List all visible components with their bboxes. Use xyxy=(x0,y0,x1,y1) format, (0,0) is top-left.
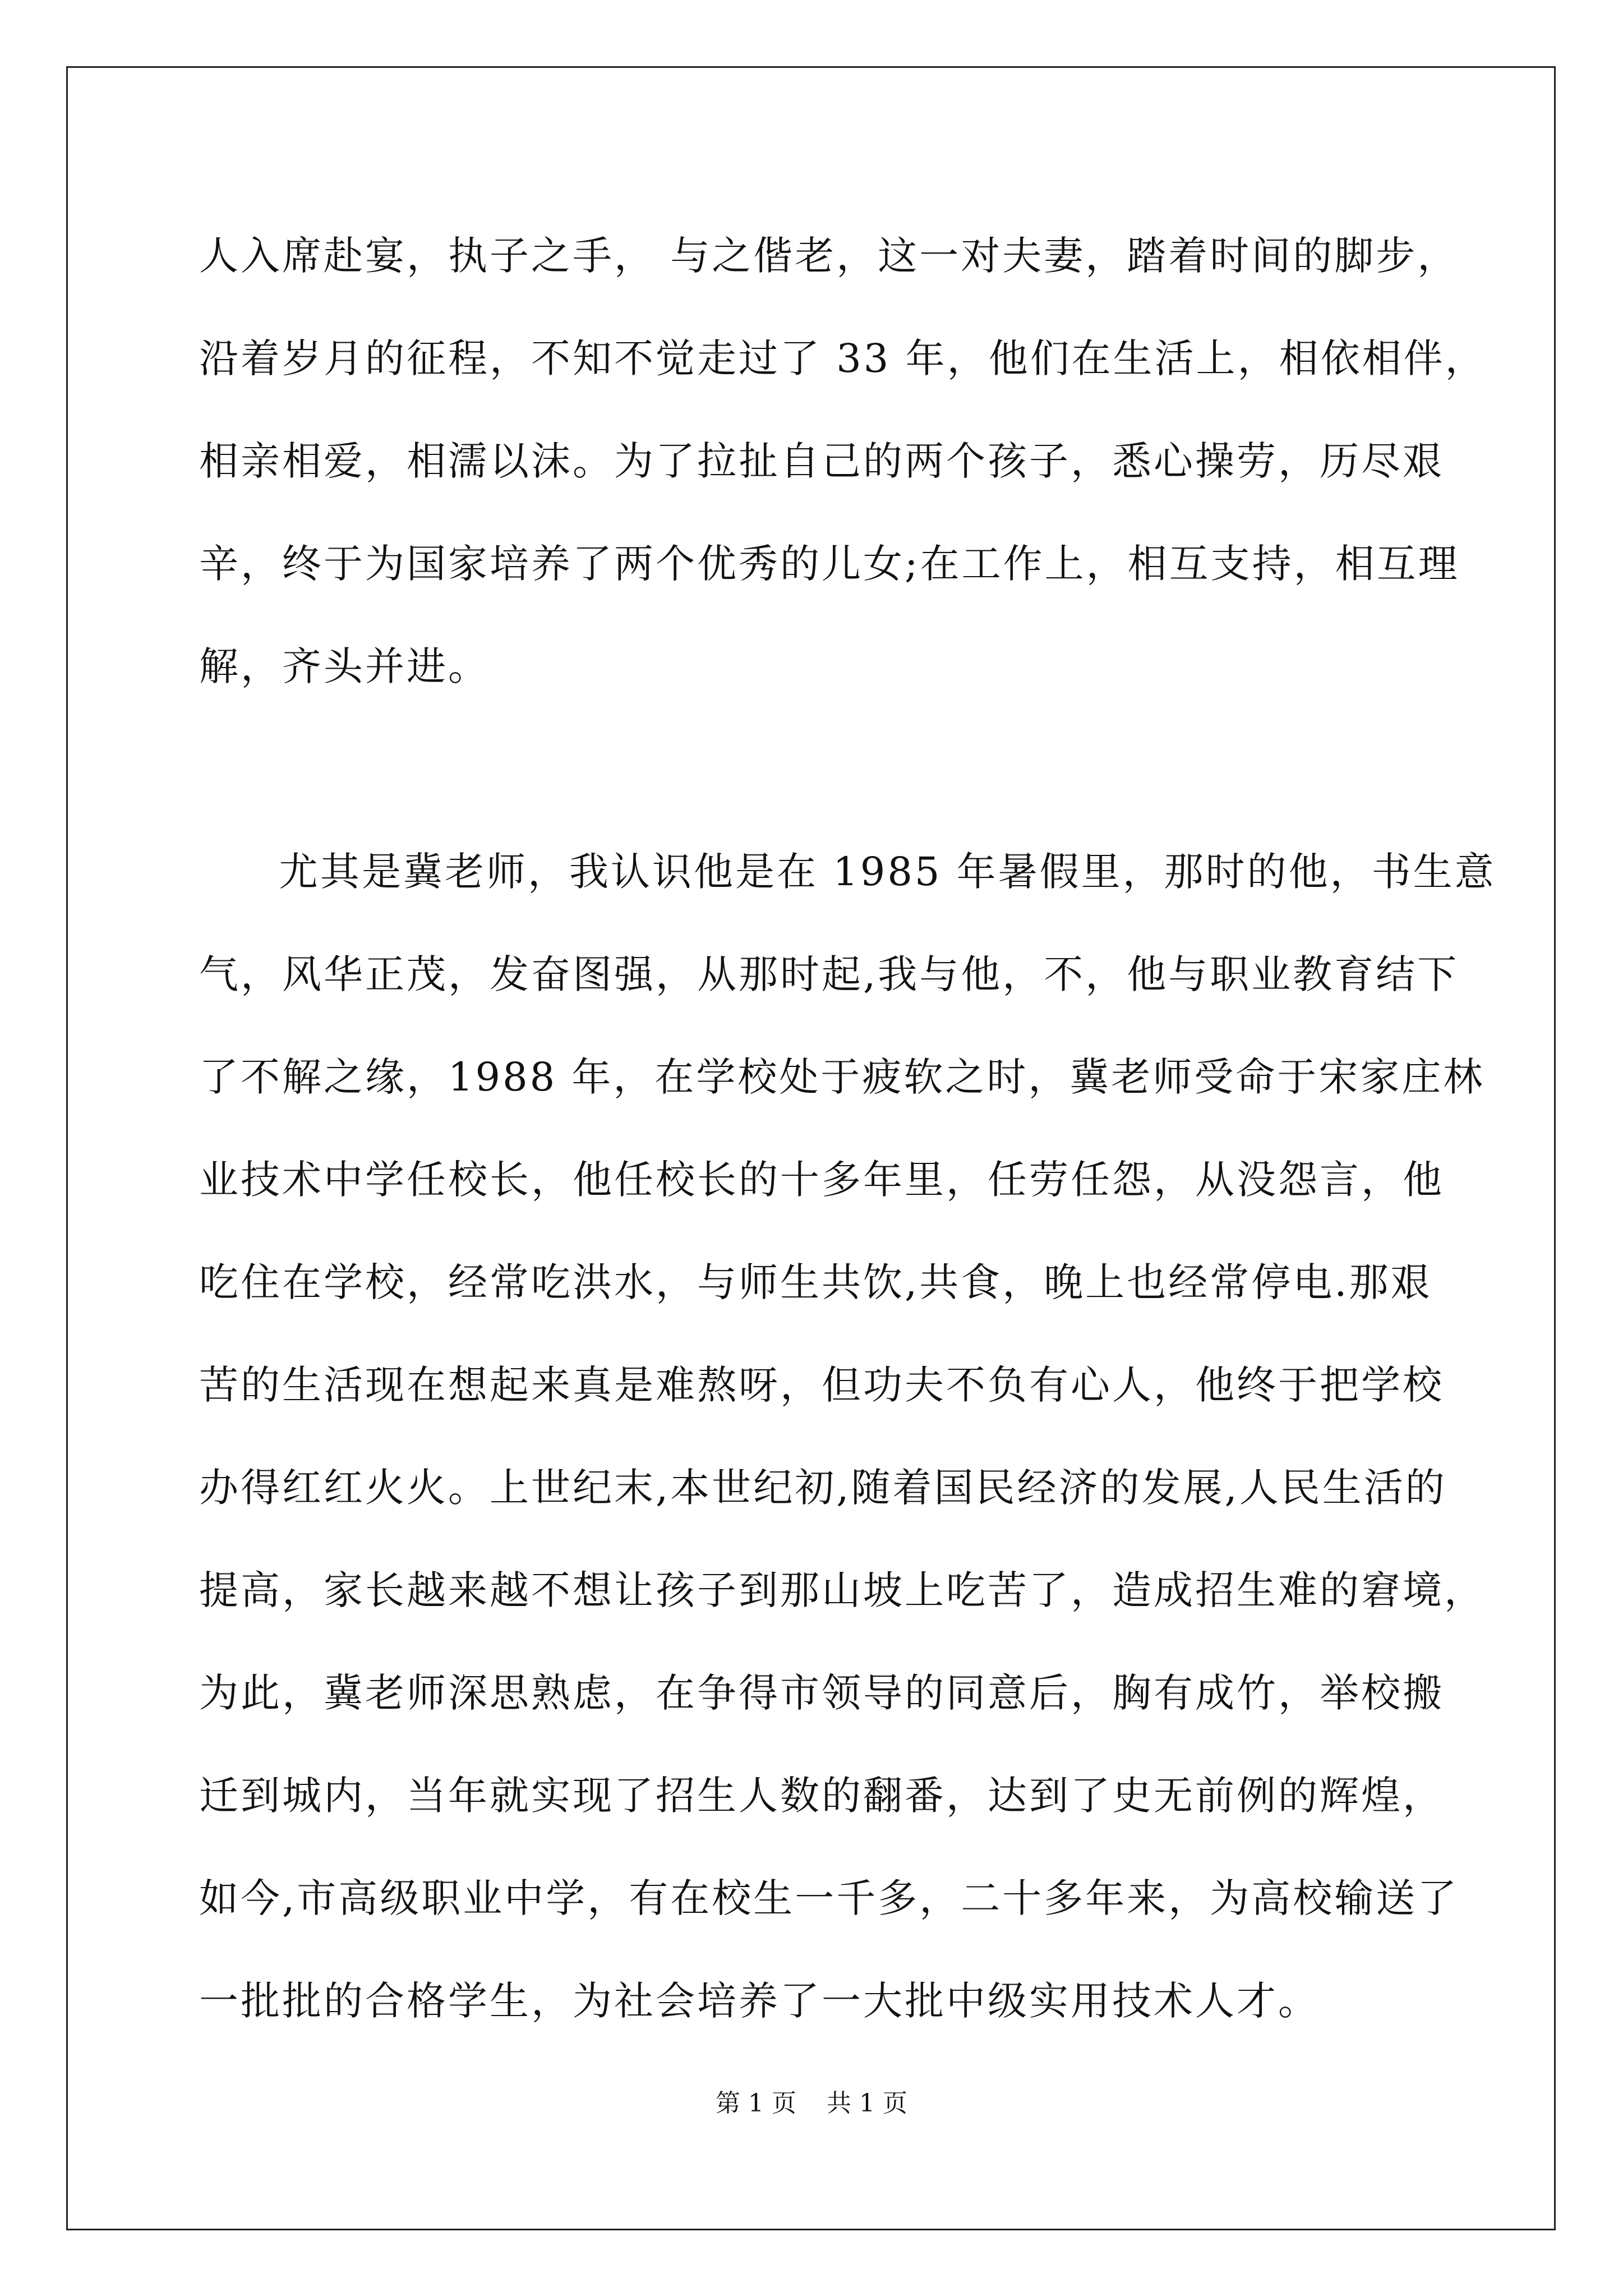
text-line: 一批批的合格学生，为社会培养了一大批中级实用技术人才。 xyxy=(199,1978,1320,2024)
text-line: 了不解之缘，1988 年，在学校处于疲软之时，冀老师受命于宋家庄林 xyxy=(199,1054,1485,1100)
text-line: 吃住在学校，经常吃洪水，与师生共饮,共食，晚上也经常停电.那艰 xyxy=(199,1259,1432,1305)
text-line: 苦的生活现在想起来真是难熬呀，但功夫不负有心人，他终于把学校 xyxy=(199,1362,1444,1408)
page-footer xyxy=(0,2087,1623,2120)
page-total: 共 1 页 xyxy=(827,2089,907,2118)
text-line: 人入席赴宴，执子之手， 与之偕老，这一对夫妻，踏着时间的脚步， xyxy=(199,233,1459,279)
paragraph-1 xyxy=(199,205,1487,718)
text-line: 迁到城内，当年就实现了招生人数的翻番，达到了史无前例的辉煌， xyxy=(199,1773,1444,1819)
text-line: 相亲相爱，相濡以沫。为了拉扯自己的两个孩子，悉心操劳，历尽艰 xyxy=(199,438,1444,484)
paragraph-2 xyxy=(199,821,1496,2053)
text-line: 如今,市高级职业中学，有在校生一千多，二十多年来，为高校输送了 xyxy=(199,1875,1459,1921)
text-line: 解，齐头并进。 xyxy=(199,643,490,689)
text-line: 辛，终于为国家培养了两个优秀的儿女;在工作上，相互支持，相互理 xyxy=(199,541,1460,587)
text-line: 提高，家长越来越不想让孩子到那山坡上吃苦了，造成招生难的窘境， xyxy=(199,1567,1486,1613)
page-number: 第 1 页 xyxy=(716,2089,796,2118)
text-line: 为此，冀老师深思熟虑，在争得市领导的同意后，胸有成竹，举校搬 xyxy=(199,1670,1444,1716)
text-line: 办得红红火火。上世纪末,本世纪初,随着国民经济的发展,人民生活的 xyxy=(199,1465,1447,1511)
text-line: 业技术中学任校长，他任校长的十多年里，任劳任怨，从没怨言，他 xyxy=(199,1157,1444,1203)
document-body xyxy=(199,205,1496,2053)
text-line: 气，风华正茂，发奋图强，从那时起,我与他，不，他与职业教育结下 xyxy=(199,951,1459,997)
paragraph-gap xyxy=(199,718,1427,821)
text-line: 尤其是冀老师，我认识他是在 1985 年暑假里，那时的他，书生意 xyxy=(279,849,1496,895)
text-line: 沿着岁月的征程，不知不觉走过了 33 年，他们在生活上，相依相伴， xyxy=(199,335,1487,381)
